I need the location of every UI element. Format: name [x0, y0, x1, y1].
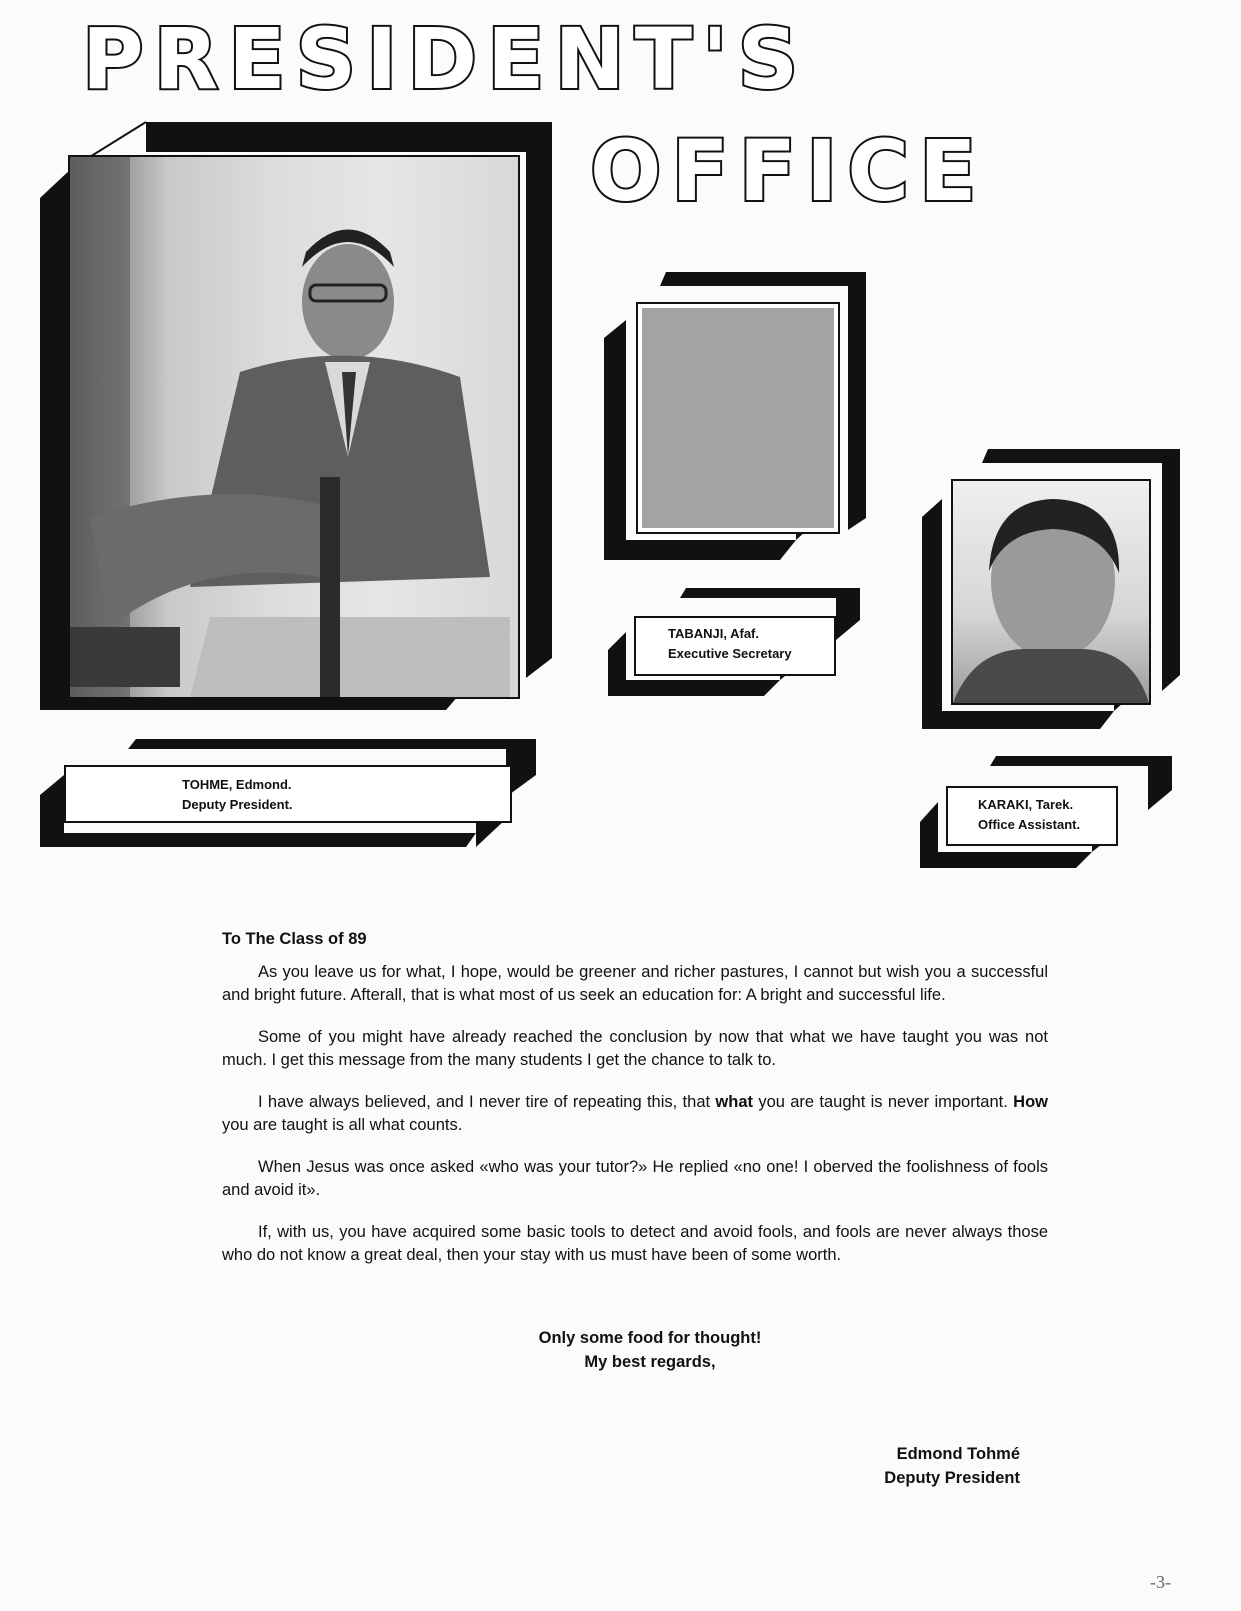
letter-emphasis-what: what [715, 1093, 753, 1111]
caption-office-assistant [978, 795, 1080, 835]
letter-paragraph [222, 1091, 1048, 1137]
caption-name: KARAKI, Tarek. [978, 797, 1074, 812]
letter-text: you are taught is all what counts. [222, 1116, 463, 1134]
letter-text: you are taught is never important. [753, 1093, 1014, 1111]
office-assistant-photo [951, 479, 1151, 705]
caption-name: TABANJI, Afaf. [668, 626, 759, 641]
letter-signature [800, 1442, 1020, 1490]
caption-executive-secretary [668, 624, 792, 664]
photo-subject [953, 481, 1149, 703]
title-line-2: OFFICE [590, 122, 987, 220]
letter-closing [420, 1326, 880, 1374]
caption-deputy-president [182, 775, 293, 815]
closing-line-2: My best regards, [584, 1353, 716, 1371]
executive-secretary-photo-placeholder [638, 304, 838, 532]
letter-paragraph: As you leave us for what, I hope, would be greener and richer pastures, I cannot but wish you a successful and bright future. Afterall, that is what most of us seek an education for: A bright and successful life. [222, 963, 1048, 1004]
signature-title: Deputy President [884, 1469, 1020, 1487]
deputy-president-photo [68, 155, 520, 699]
photo-subject [70, 157, 518, 697]
letter-paragraph: If, with us, you have acquired some basic tools to detect and avoid fools, and fools are never always those who do not know a great deal, then your stay with us must have been of some worth. [222, 1223, 1048, 1264]
letter-text: I have always believed, and I never tire of repeating this, that [258, 1093, 716, 1111]
page-number: -3- [1150, 1572, 1171, 1592]
title-line-1: PRESIDENT'S [82, 10, 809, 108]
caption-role: Office Assistant. [978, 817, 1081, 832]
caption-name: TOHME, Edmond. [182, 777, 292, 792]
letter-emphasis-how: How [1013, 1093, 1048, 1111]
letter-paragraph: Some of you might have already reached the conclusion by now that what we have taught you was not much. I get this message from the many students I get the chance to talk to. [222, 1028, 1048, 1069]
letter-body [222, 928, 1048, 1286]
letter-paragraph: When Jesus was once asked «who was your tutor?» He replied «no one! I oberved the foolishness of fools and avoid it». [222, 1158, 1048, 1199]
closing-line-1: Only some food for thought! [538, 1329, 762, 1347]
caption-role: Deputy President. [182, 797, 293, 812]
letter-greeting: To The Class of 89 [222, 930, 367, 948]
caption-role: Executive Secretary [668, 646, 792, 661]
signature-name: Edmond Tohmé [896, 1445, 1020, 1463]
